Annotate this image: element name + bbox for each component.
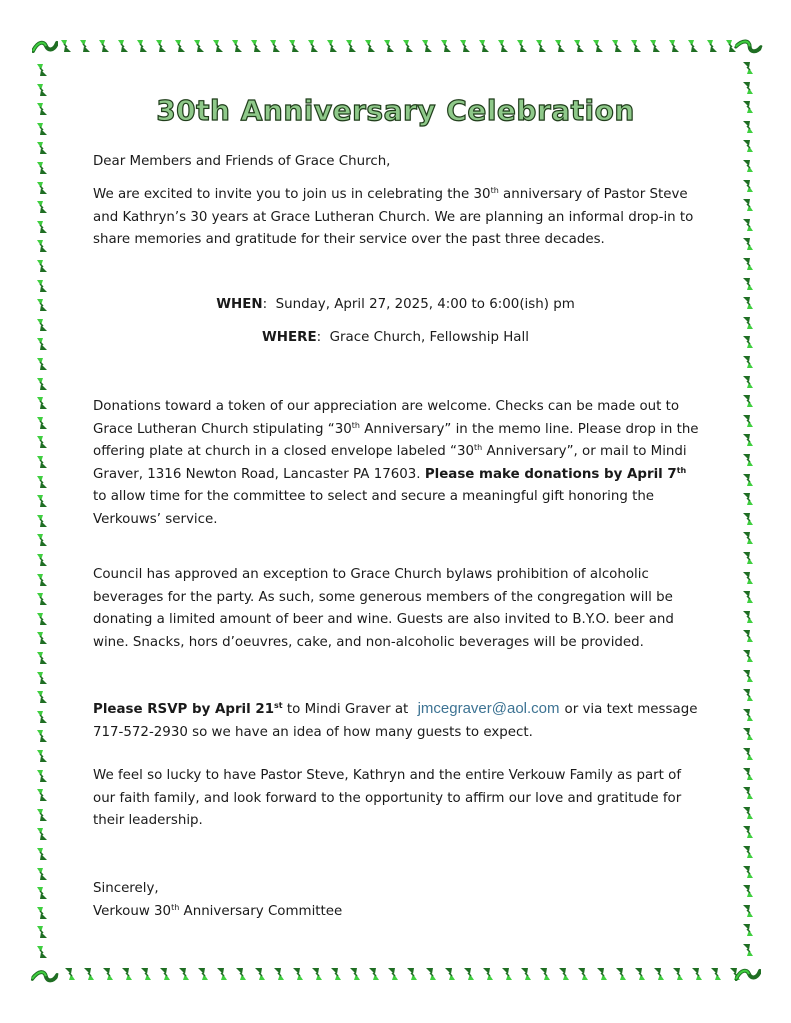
leaf-icon (172, 38, 188, 54)
leaf-icon (647, 38, 663, 54)
swirl-corner-icon (32, 38, 58, 52)
leaf-icon (34, 924, 50, 940)
leaf-icon (740, 511, 756, 527)
leaf-icon (176, 966, 192, 982)
leaf-icon (740, 432, 756, 448)
leaf-icon (34, 258, 50, 274)
leaf-icon (34, 513, 50, 529)
leaf-icon (305, 38, 321, 54)
leaf-icon (740, 530, 756, 546)
leaf-icon (740, 609, 756, 625)
leaf-icon (740, 550, 756, 566)
leaf-icon (740, 883, 756, 899)
leaf-icon (362, 38, 378, 54)
leaf-icon (34, 278, 50, 294)
leaf-icon (423, 966, 439, 982)
leaf-icon (214, 966, 230, 982)
leaf-icon (740, 707, 756, 723)
leaf-icon (740, 60, 756, 76)
leaf-icon (740, 824, 756, 840)
leaf-icon (34, 238, 50, 254)
leaf-icon (740, 589, 756, 605)
leaf-icon (499, 966, 515, 982)
leaf-icon (613, 966, 629, 982)
leaf-icon (740, 276, 756, 292)
leaf-icon (233, 966, 249, 982)
leaf-icon (34, 493, 50, 509)
leaf-icon (670, 966, 686, 982)
leaf-icon (740, 393, 756, 409)
council-paragraph: Council has approved an exception to Grace Church bylaws prohibition of alcoholic beverages for the party. As such, some generous members of the congregation will be donating a limited amount of beer and wine. Guests are also invited to B.Y.O. beer and wine. Snacks, hors d’oeuvres, cake, and non-alcoholic beverages will be provided. (93, 567, 674, 650)
leaf-icon (609, 38, 625, 54)
leaf-icon (34, 474, 50, 490)
leaf-icon (34, 140, 50, 156)
leaf-icon (34, 434, 50, 450)
leaf-icon (34, 454, 50, 470)
salutation: Dear Members and Friends of Grace Church, (93, 154, 391, 169)
leaf-icon (740, 138, 756, 154)
leaf-icon (34, 670, 50, 686)
leaf-icon (34, 160, 50, 176)
leaf-icon (62, 966, 78, 982)
leaf-icon (740, 785, 756, 801)
leaf-icon (77, 38, 93, 54)
leaf-icon (34, 885, 50, 901)
leaf-icon (740, 491, 756, 507)
leaf-icon (740, 158, 756, 174)
leaf-icon (210, 38, 226, 54)
leaf-icon (309, 966, 325, 982)
leaf-icon (740, 805, 756, 821)
leaf-icon (740, 374, 756, 390)
leaf-icon (252, 966, 268, 982)
leaf-icon (100, 966, 116, 982)
leaf-icon (34, 807, 50, 823)
leaf-icon (740, 922, 756, 938)
leaf-icon (157, 966, 173, 982)
leaf-icon (134, 38, 150, 54)
leaf-icon (381, 38, 397, 54)
leaf-icon (514, 38, 530, 54)
leaf-icon (34, 846, 50, 862)
rsvp-deadline: Please RSVP by April 21st (93, 701, 283, 717)
signature: Verkouw 30th Anniversary Committee (93, 903, 343, 919)
leaf-icon (740, 354, 756, 370)
leaf-icon (651, 966, 667, 982)
leaf-icon (632, 966, 648, 982)
leaf-icon (740, 472, 756, 488)
leaf-icon (153, 38, 169, 54)
leaf-icon (740, 256, 756, 272)
donations-paragraph: Donations toward a token of our appreciation are welcome. Checks can be made out to Grace Lutheran Church stipulating “30th Anniversary” in the memo line. Please drop in the offering plate at church in a closed envelope labeled “30th Anniversary”, or mail to Mindi Graver, 1316 Newton Road, Lancaster PA 17603. Please make donations by April 7th to allow time for the committee to select and secure a meaningful gift honoring the Verkouws’ service. (93, 399, 699, 527)
swirl-corner-icon (735, 966, 761, 980)
donation-deadline: Please make donations by April 7th (424, 465, 687, 482)
leaf-icon (518, 966, 534, 982)
leaf-icon (34, 62, 50, 78)
leaf-icon (34, 689, 50, 705)
signoff: Sincerely, (93, 881, 159, 896)
leaf-icon (34, 630, 50, 646)
leaf-icon (34, 748, 50, 764)
leaf-icon (34, 787, 50, 803)
leaf-icon (34, 376, 50, 392)
leaf-icon (740, 687, 756, 703)
leaf-icon (34, 944, 50, 960)
leaf-icon (115, 38, 131, 54)
leaf-icon (740, 178, 756, 194)
leaf-icon (119, 966, 135, 982)
leaf-icon (34, 826, 50, 842)
leaf-icon (404, 966, 420, 982)
leaf-icon (34, 650, 50, 666)
leaf-icon (537, 966, 553, 982)
leaf-icon (34, 572, 50, 588)
leaf-icon (461, 966, 477, 982)
leaf-icon (457, 38, 473, 54)
leaf-icon (480, 966, 496, 982)
leaf-icon (34, 219, 50, 235)
leaf-icon (34, 199, 50, 215)
leaf-icon (740, 413, 756, 429)
page-title: 30th Anniversary Celebration (156, 94, 635, 127)
leaf-icon (248, 38, 264, 54)
leaf-icon (740, 942, 756, 958)
leaf-icon (740, 864, 756, 880)
leaf-icon (704, 38, 720, 54)
leaf-icon (495, 38, 511, 54)
leaf-icon (366, 966, 382, 982)
leaf-icon (58, 38, 74, 54)
leaf-icon (400, 38, 416, 54)
leaf-icon (571, 38, 587, 54)
leaf-icon (96, 38, 112, 54)
leaf-icon (740, 746, 756, 762)
leaf-icon (442, 966, 458, 982)
leaf-icon (740, 648, 756, 664)
leaf-icon (324, 38, 340, 54)
leaf-icon (267, 38, 283, 54)
leaf-icon (740, 726, 756, 742)
leaf-icon (556, 966, 572, 982)
leaf-icon (740, 766, 756, 782)
leaf-icon (34, 768, 50, 784)
leaf-icon (34, 866, 50, 882)
leaf-icon (34, 356, 50, 372)
leaf-icon (286, 38, 302, 54)
leaf-icon (666, 38, 682, 54)
swirl-corner-icon (31, 966, 59, 984)
leaf-icon (34, 591, 50, 607)
leaf-icon (628, 38, 644, 54)
when-value: Sunday, April 27, 2025, 4:00 to 6:00(ish) pm (275, 297, 575, 312)
leaf-icon (34, 415, 50, 431)
leaf-icon (438, 38, 454, 54)
leaf-icon (229, 38, 245, 54)
leaf-icon (740, 844, 756, 860)
intro-paragraph: We are excited to invite you to join us in celebrating the 30th anniversary of Pastor Steve and Kathryn’s 30 years at Grace Lutheran Church. We are planning an informal drop-in to share memories and gratitude for their service over the past three decades. (93, 186, 694, 247)
leaf-icon (290, 966, 306, 982)
leaf-icon (476, 38, 492, 54)
leaf-icon (34, 395, 50, 411)
leaf-icon (685, 38, 701, 54)
leaf-icon (552, 38, 568, 54)
event-where: WHERE: Grace Church, Fellowship Hall (262, 330, 529, 345)
leaf-icon (385, 966, 401, 982)
leaf-icon (740, 236, 756, 252)
event-when: WHEN: Sunday, April 27, 2025, 4:00 to 6:00(ish) pm (216, 297, 575, 312)
leaf-icon (740, 197, 756, 213)
leaf-icon (34, 532, 50, 548)
leaf-icon (533, 38, 549, 54)
leaf-icon (191, 38, 207, 54)
leaf-icon (740, 570, 756, 586)
leaf-icon (34, 728, 50, 744)
leaf-icon (34, 552, 50, 568)
leaf-icon (34, 905, 50, 921)
where-label: WHERE (262, 330, 317, 345)
leaf-icon (689, 966, 705, 982)
leaf-icon (271, 966, 287, 982)
leaf-icon (34, 180, 50, 196)
where-value: Grace Church, Fellowship Hall (329, 330, 529, 345)
leaf-icon (575, 966, 591, 982)
closing-paragraph: We feel so lucky to have Pastor Steve, Kathryn and the entire Verkouw Family as part of our faith family, and look forward to the opportunity to affirm our love and gratitude for their leadership. (93, 768, 682, 828)
leaf-icon (138, 966, 154, 982)
leaf-icon (740, 315, 756, 331)
leaf-icon (328, 966, 344, 982)
rsvp-paragraph: Please RSVP by April 21st to Mindi Graver at jmcegraver@aol.com or via text message 717-572-2930 so we have an idea of how many guests to expect. (93, 700, 698, 740)
when-label: WHEN (216, 297, 263, 312)
leaf-icon (343, 38, 359, 54)
leaf-icon (347, 966, 363, 982)
leaf-icon (34, 709, 50, 725)
leaf-icon (34, 611, 50, 627)
email-link[interactable]: jmcegraver@aol.com (417, 700, 560, 717)
leaf-icon (740, 903, 756, 919)
leaf-icon (740, 628, 756, 644)
leaf-icon (195, 966, 211, 982)
leaf-icon (708, 966, 724, 982)
leaf-icon (740, 452, 756, 468)
leaf-icon (81, 966, 97, 982)
leaf-icon (740, 668, 756, 684)
leaf-icon (740, 217, 756, 233)
leaf-icon (590, 38, 606, 54)
leaf-icon (594, 966, 610, 982)
leaf-icon (419, 38, 435, 54)
